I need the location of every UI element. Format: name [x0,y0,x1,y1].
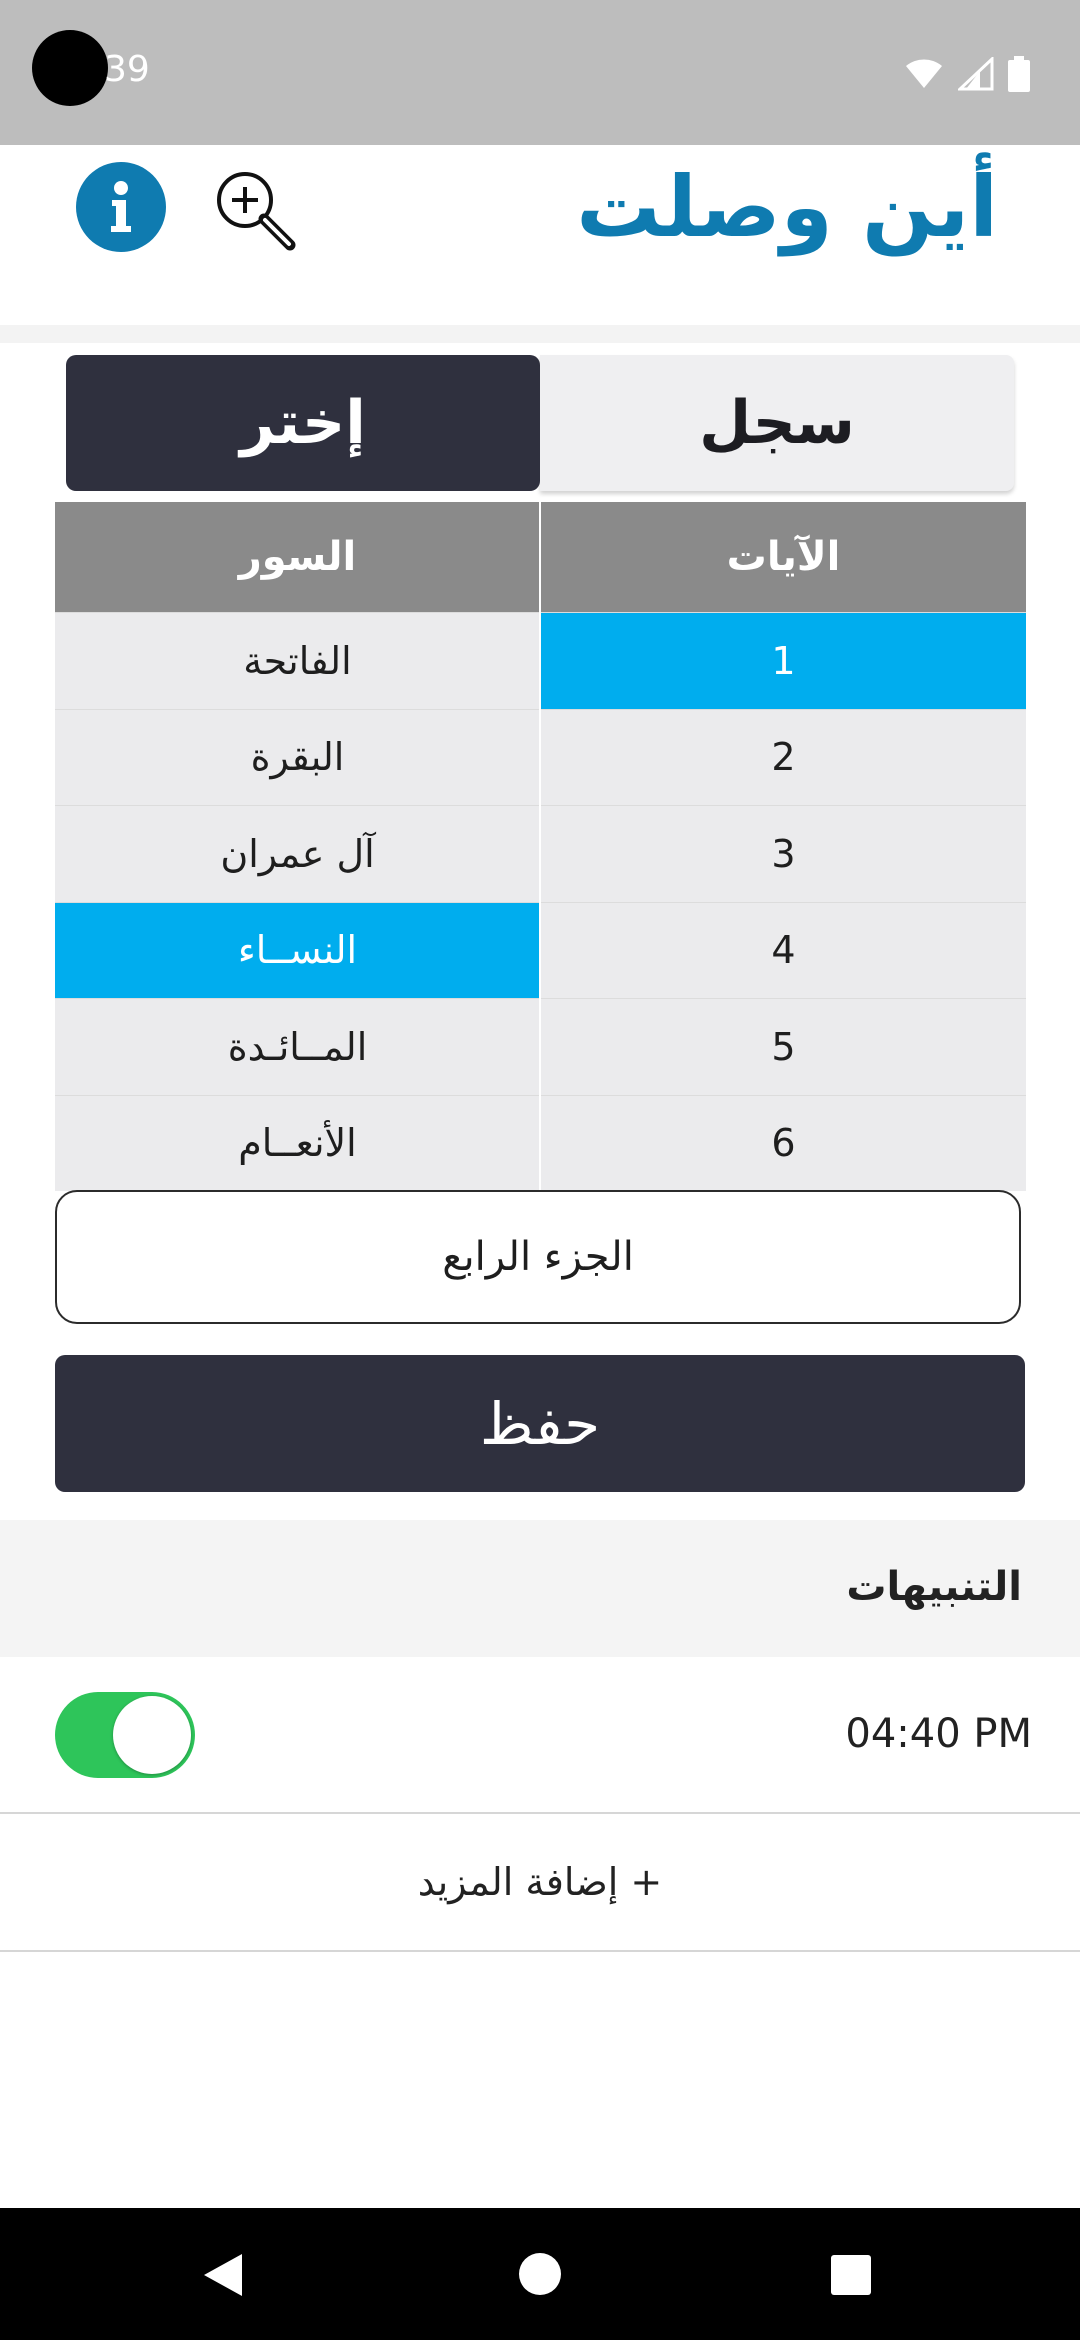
zoom-in-button[interactable] [210,165,300,255]
ayah-row[interactable]: 2 [541,709,1026,806]
alarm-row[interactable] [0,1657,1080,1814]
page-title: أين وصلت [576,158,998,256]
info-icon [76,162,166,252]
home-icon[interactable] [518,2252,562,2296]
alarm-toggle[interactable] [55,1692,195,1778]
header-divider [0,325,1080,343]
alarm-time[interactable]: 04:40 PM [845,1711,1032,1757]
ayah-row[interactable]: 4 [541,902,1026,999]
surah-row-selected[interactable]: النســاء [55,902,540,999]
surah-row[interactable]: المــائـدة [55,998,540,1095]
toggle-knob [113,1696,191,1774]
navigation-bar [0,2208,1080,2340]
ayat-table [541,502,1026,1191]
save-button[interactable]: حفظ [55,1355,1025,1492]
surah-row[interactable]: البقرة [55,709,540,806]
ayat-column-header: الآيات [541,502,1026,612]
signal-icon [958,57,994,91]
ayah-row[interactable]: 3 [541,805,1026,902]
surahs-table [55,502,540,1191]
camera-cutout [32,30,108,106]
part-selector[interactable]: الجزء الرابع [55,1190,1021,1324]
status-bar [0,0,1080,145]
surah-row[interactable]: الأنعــام [55,1095,540,1192]
alerts-section-header [0,1520,1080,1657]
back-icon[interactable] [200,2252,246,2298]
status-clock: 39 [104,49,150,90]
ayah-row[interactable]: 6 [541,1095,1026,1192]
battery-icon [1008,56,1030,92]
surah-row[interactable]: الفاتحة [55,612,540,709]
zoom-in-icon [210,165,300,255]
recents-icon[interactable] [830,2254,872,2296]
surah-row[interactable]: آل عمران [55,805,540,902]
surahs-column-header: السور [55,502,540,612]
info-button[interactable] [76,162,166,252]
ayah-row-selected[interactable]: 1 [541,612,1026,709]
ayah-row[interactable]: 5 [541,998,1026,1095]
wifi-icon [904,58,944,90]
table-divider [539,502,541,1190]
add-more-button[interactable]: إضافة المزيد + [0,1814,1080,1952]
tab-choose[interactable]: إختر [66,355,540,491]
tab-register[interactable]: سجل [540,355,1014,491]
alerts-title: التنبيهات [846,1564,1022,1610]
app-header [0,145,1080,325]
mode-segmented-control [66,355,1014,491]
system-icons [904,56,1030,92]
